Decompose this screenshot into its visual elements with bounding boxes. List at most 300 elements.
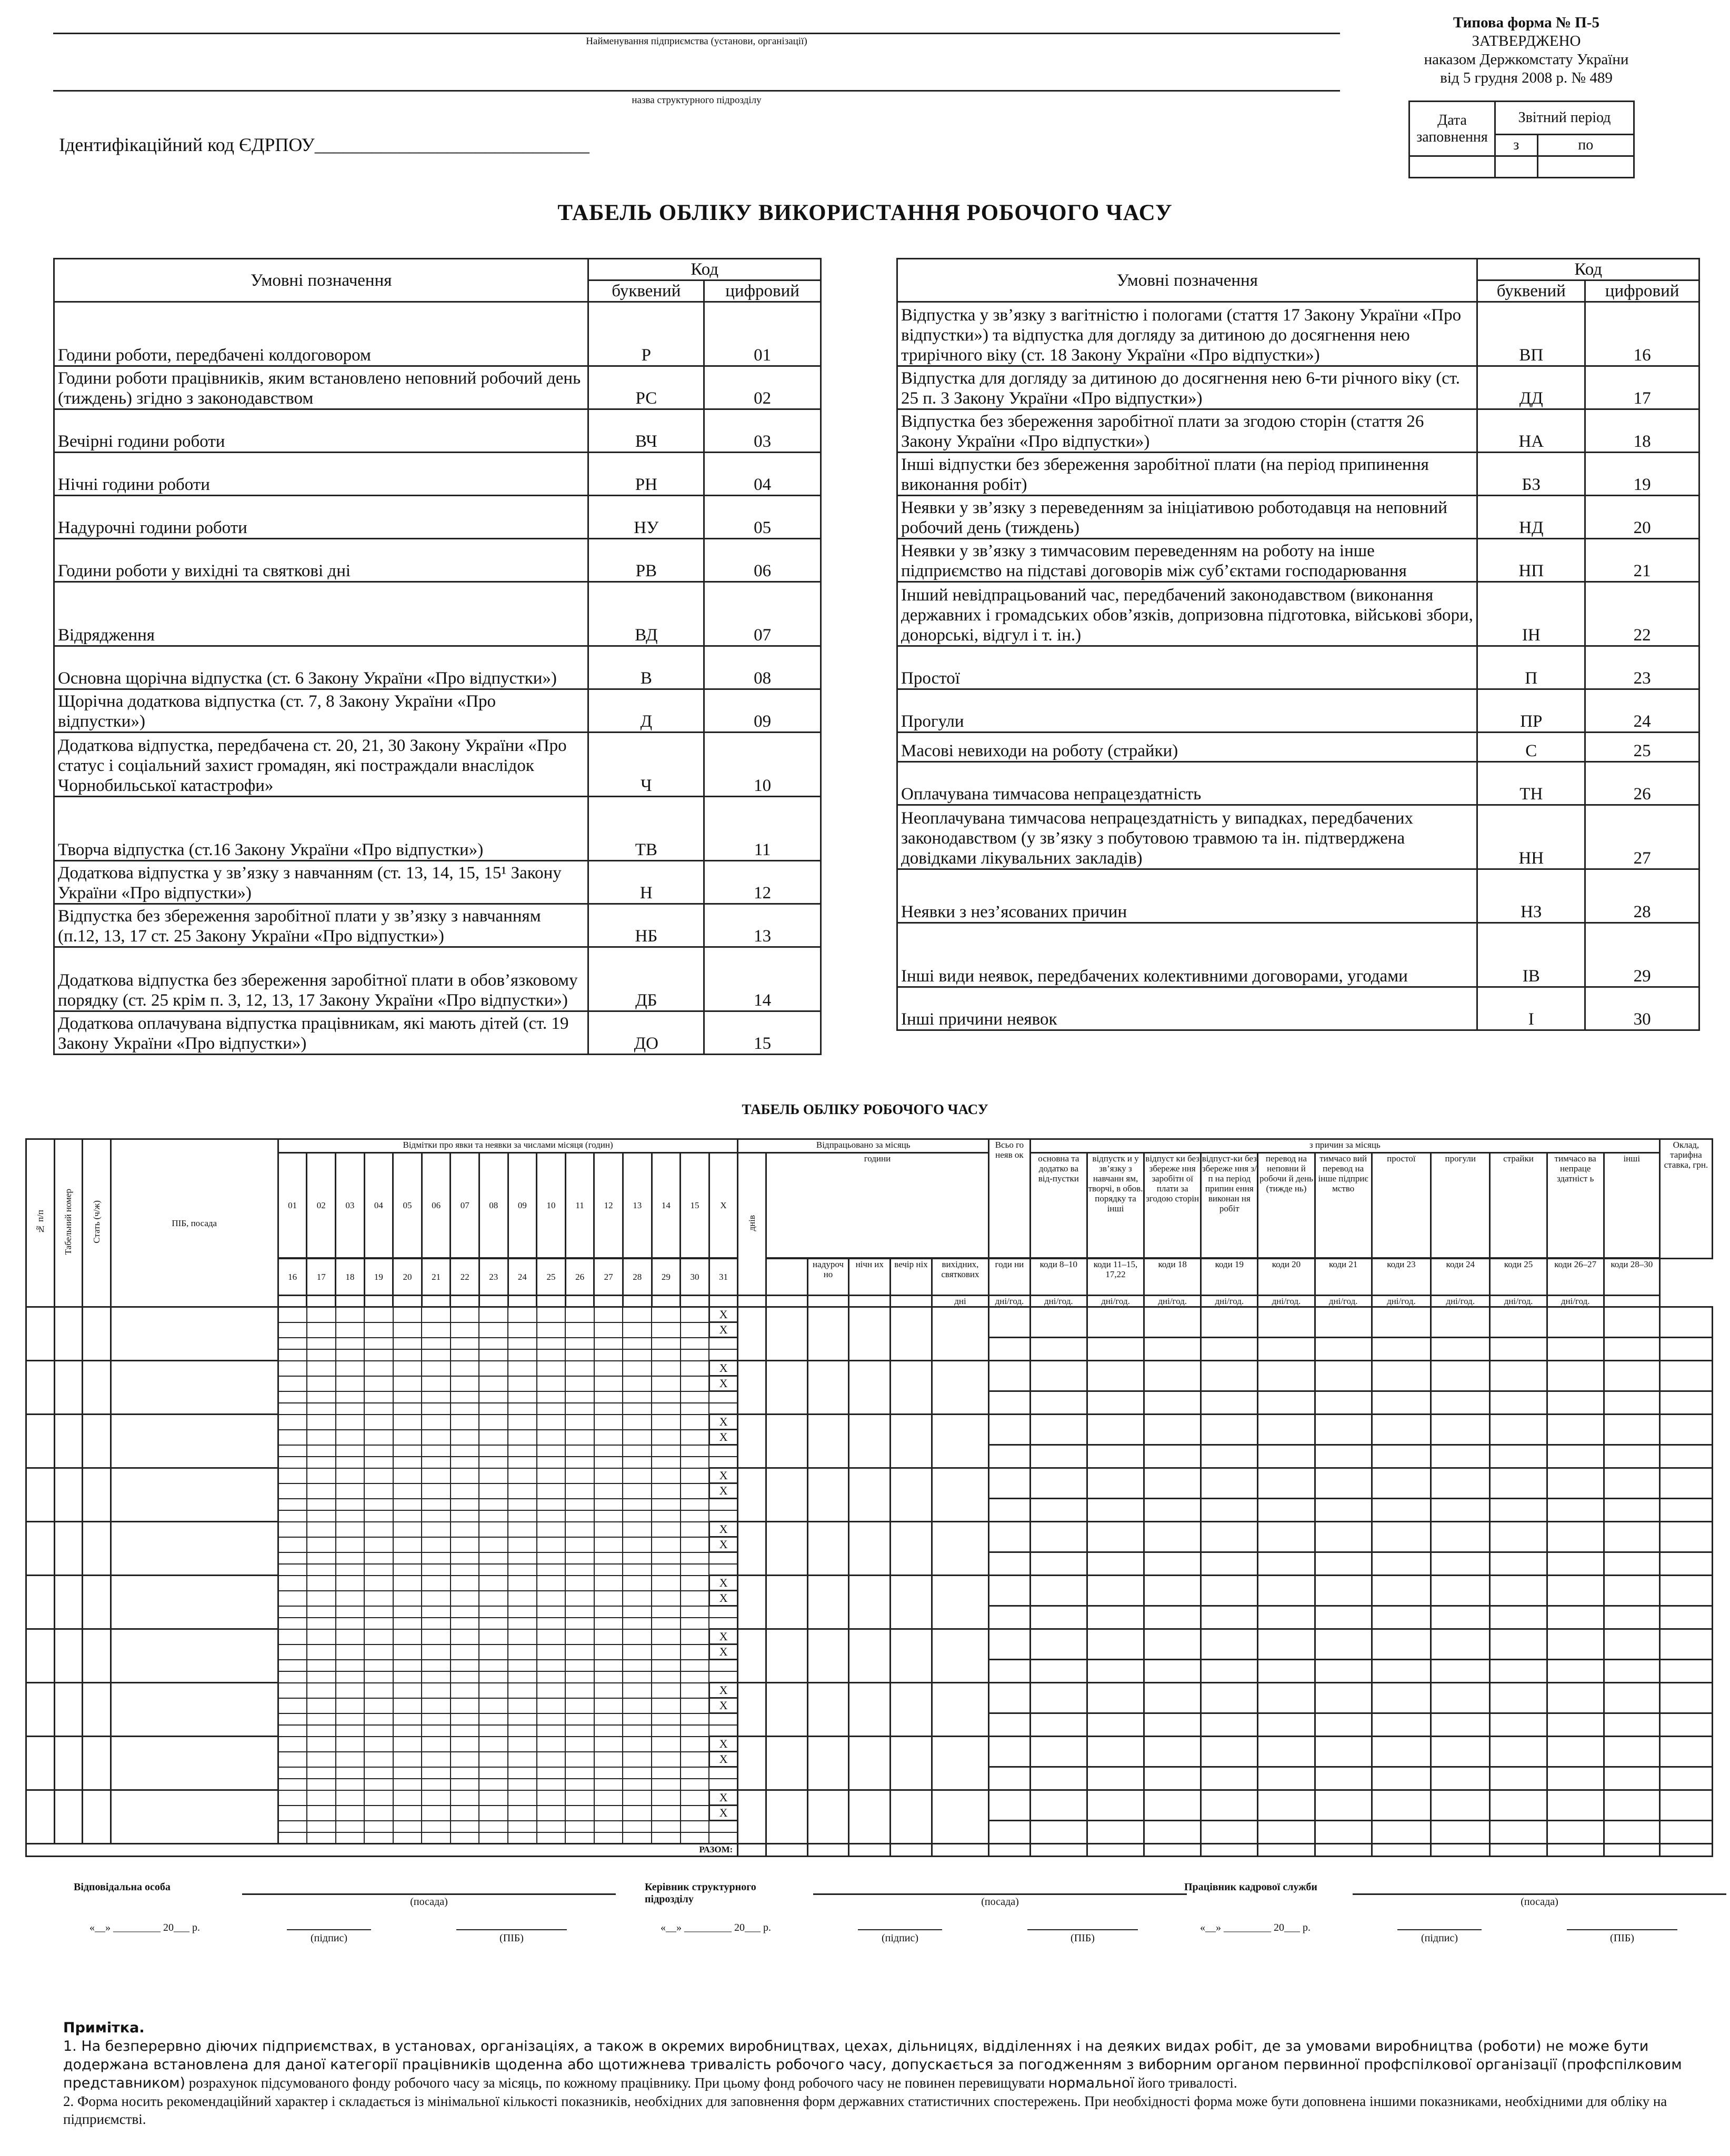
cell-absence[interactable]: [1201, 1767, 1258, 1790]
cell-absence[interactable]: [1315, 1767, 1372, 1790]
day-mark-cell[interactable]: [508, 1591, 537, 1606]
day-mark-cell[interactable]: [565, 1522, 594, 1537]
cell-absence[interactable]: [1659, 1307, 1712, 1338]
cell-absence[interactable]: [1030, 1576, 1087, 1606]
cell-absence[interactable]: [1315, 1683, 1372, 1713]
cell-absence[interactable]: [1659, 1629, 1712, 1660]
day-mark-cell[interactable]: [451, 1644, 479, 1660]
day-mark-cell[interactable]: [393, 1537, 422, 1552]
day-mark-cell[interactable]: [565, 1660, 594, 1671]
day-mark-cell[interactable]: [652, 1752, 681, 1767]
day-mark-cell[interactable]: [537, 1752, 566, 1767]
day-mark-cell[interactable]: [278, 1415, 307, 1430]
day-mark-cell[interactable]: [278, 1737, 307, 1752]
cell-absence[interactable]: [1030, 1415, 1087, 1445]
day-mark-cell[interactable]: [623, 1468, 652, 1483]
cell-absence[interactable]: [1604, 1338, 1659, 1361]
cell-worked-hours[interactable]: [849, 1307, 891, 1361]
day-mark-cell[interactable]: [508, 1606, 537, 1618]
day-mark-cell[interactable]: [681, 1457, 709, 1468]
cell-worked-hours[interactable]: [891, 1307, 932, 1361]
day-mark-cell[interactable]: [393, 1457, 422, 1468]
day-mark-cell[interactable]: [681, 1430, 709, 1445]
day-mark-cell[interactable]: [508, 1629, 537, 1644]
cell-absence[interactable]: [1315, 1522, 1372, 1552]
cell-tab-number[interactable]: [54, 1629, 83, 1683]
cell-no[interactable]: [26, 1790, 55, 1844]
cell-worked-hours[interactable]: [891, 1522, 932, 1576]
day-mark-cell[interactable]: [652, 1564, 681, 1576]
cell-worked-total[interactable]: [766, 1629, 807, 1683]
day-mark-cell[interactable]: [508, 1752, 537, 1767]
cell-worked-hours[interactable]: [891, 1415, 932, 1468]
cell-absence[interactable]: [1258, 1415, 1315, 1445]
day-mark-cell[interactable]: [681, 1644, 709, 1660]
day-mark-cell[interactable]: [479, 1790, 508, 1806]
day-mark-cell[interactable]: [307, 1376, 336, 1391]
day-mark-cell[interactable]: [422, 1821, 451, 1832]
cell-absence[interactable]: [1372, 1522, 1431, 1552]
cell-worked-hours[interactable]: [807, 1790, 849, 1844]
day-mark-cell[interactable]: [307, 1483, 336, 1499]
day-mark-cell[interactable]: [594, 1510, 623, 1522]
cell-worked-days[interactable]: [738, 1790, 766, 1844]
day-mark-cell[interactable]: [278, 1457, 307, 1468]
day-mark-cell[interactable]: [594, 1338, 623, 1349]
cell-absence[interactable]: [1087, 1391, 1144, 1415]
day-mark-cell[interactable]: [623, 1752, 652, 1767]
cell-worked-hours[interactable]: [849, 1790, 891, 1844]
signature-date[interactable]: «__» _________ 20___ р.: [661, 1922, 771, 1933]
day-mark-cell[interactable]: [393, 1430, 422, 1445]
cell-absence[interactable]: [1604, 1361, 1659, 1391]
cell-absence[interactable]: [1144, 1552, 1201, 1576]
cell-absence[interactable]: [1372, 1338, 1431, 1361]
day-mark-cell[interactable]: [451, 1671, 479, 1683]
day-mark-cell[interactable]: [336, 1790, 365, 1806]
day-mark-cell[interactable]: [307, 1618, 336, 1629]
day-mark-cell[interactable]: [652, 1415, 681, 1430]
day-mark-cell[interactable]: [565, 1430, 594, 1445]
cell-absence[interactable]: [1372, 1361, 1431, 1391]
day-mark-cell[interactable]: [508, 1683, 537, 1698]
day-mark-cell[interactable]: [336, 1499, 365, 1510]
day-mark-cell[interactable]: [537, 1644, 566, 1660]
cell-absence[interactable]: [1144, 1737, 1201, 1767]
day-mark-cell[interactable]: [565, 1510, 594, 1522]
day-mark-cell[interactable]: [652, 1591, 681, 1606]
day-mark-cell[interactable]: [393, 1510, 422, 1522]
day-mark-cell[interactable]: [565, 1606, 594, 1618]
cell-absence[interactable]: [1030, 1522, 1087, 1552]
day-mark-cell[interactable]: [652, 1725, 681, 1737]
cell-sex[interactable]: [83, 1522, 111, 1576]
day-mark-cell[interactable]: [336, 1832, 365, 1844]
cell-absence[interactable]: [1087, 1790, 1144, 1821]
cell-absence[interactable]: [1604, 1552, 1659, 1576]
day-mark-cell[interactable]: [278, 1349, 307, 1361]
day-mark-cell[interactable]: [537, 1737, 566, 1752]
day-mark-cell[interactable]: [336, 1457, 365, 1468]
cell-absence[interactable]: [1087, 1415, 1144, 1445]
day-mark-cell[interactable]: [393, 1713, 422, 1725]
cell-absence[interactable]: [1659, 1821, 1712, 1844]
day-mark-cell[interactable]: [508, 1430, 537, 1445]
day-mark-cell[interactable]: [652, 1779, 681, 1790]
day-mark-cell[interactable]: [565, 1698, 594, 1713]
edrpou-field[interactable]: _____________________________: [314, 134, 589, 155]
day-mark-cell[interactable]: [307, 1790, 336, 1806]
day-mark-cell[interactable]: [709, 1821, 738, 1832]
day-mark-cell[interactable]: [652, 1737, 681, 1752]
day-mark-cell[interactable]: [537, 1591, 566, 1606]
day-mark-cell[interactable]: [508, 1510, 537, 1522]
day-mark-cell[interactable]: [307, 1698, 336, 1713]
day-mark-cell[interactable]: [709, 1832, 738, 1844]
day-mark-cell[interactable]: [594, 1737, 623, 1752]
day-mark-cell[interactable]: [451, 1338, 479, 1349]
day-mark-cell[interactable]: [681, 1821, 709, 1832]
day-mark-cell[interactable]: [393, 1376, 422, 1391]
cell-absence[interactable]: [1431, 1445, 1490, 1468]
day-mark-cell[interactable]: [278, 1468, 307, 1483]
day-mark-cell[interactable]: [422, 1445, 451, 1457]
cell-absence[interactable]: [1144, 1338, 1201, 1361]
cell-absence[interactable]: [1604, 1445, 1659, 1468]
cell-worked-hours[interactable]: [849, 1629, 891, 1683]
day-mark-cell[interactable]: [709, 1671, 738, 1683]
day-mark-cell[interactable]: [422, 1307, 451, 1322]
cell-absence[interactable]: [1201, 1683, 1258, 1713]
day-mark-cell[interactable]: [623, 1660, 652, 1671]
day-mark-cell[interactable]: [537, 1660, 566, 1671]
day-mark-cell[interactable]: [364, 1552, 393, 1564]
day-mark-cell[interactable]: [364, 1391, 393, 1403]
day-mark-cell[interactable]: [508, 1779, 537, 1790]
day-mark-cell[interactable]: [336, 1618, 365, 1629]
day-mark-cell[interactable]: [307, 1806, 336, 1821]
day-mark-cell[interactable]: [364, 1618, 393, 1629]
day-mark-cell[interactable]: [681, 1591, 709, 1606]
day-mark-cell[interactable]: [479, 1349, 508, 1361]
cell-absence[interactable]: [1547, 1767, 1604, 1790]
cell-absence[interactable]: [1659, 1445, 1712, 1468]
day-mark-cell[interactable]: [537, 1457, 566, 1468]
day-mark-cell[interactable]: [681, 1564, 709, 1576]
day-mark-cell[interactable]: [364, 1376, 393, 1391]
cell-absence[interactable]: [1659, 1660, 1712, 1683]
day-mark-cell[interactable]: [652, 1307, 681, 1322]
cell-absence[interactable]: [1659, 1576, 1712, 1606]
cell-absence[interactable]: [1604, 1415, 1659, 1445]
cell-absence[interactable]: [989, 1606, 1031, 1629]
day-mark-cell[interactable]: [422, 1564, 451, 1576]
day-mark-cell[interactable]: [278, 1430, 307, 1445]
day-mark-cell[interactable]: [336, 1683, 365, 1698]
cell-absence[interactable]: [1258, 1821, 1315, 1844]
day-mark-cell[interactable]: [537, 1725, 566, 1737]
day-mark-cell[interactable]: [681, 1671, 709, 1683]
day-mark-cell[interactable]: [479, 1322, 508, 1338]
day-mark-cell[interactable]: [565, 1468, 594, 1483]
day-mark-cell[interactable]: [508, 1660, 537, 1671]
cell-absence[interactable]: [1201, 1576, 1258, 1606]
cell-absence[interactable]: [989, 1338, 1031, 1361]
cell-absence[interactable]: [1490, 1445, 1547, 1468]
cell-absence[interactable]: [989, 1713, 1031, 1737]
cell-worked-hours[interactable]: [932, 1522, 988, 1576]
cell-absence[interactable]: [1604, 1790, 1659, 1821]
cell-absence[interactable]: [1372, 1629, 1431, 1660]
day-mark-cell[interactable]: [508, 1307, 537, 1322]
day-mark-cell[interactable]: [451, 1629, 479, 1644]
day-mark-cell[interactable]: [451, 1832, 479, 1844]
day-mark-cell[interactable]: [681, 1713, 709, 1725]
day-mark-cell[interactable]: [364, 1806, 393, 1821]
cell-absence[interactable]: [1201, 1307, 1258, 1338]
cell-sex[interactable]: [83, 1737, 111, 1790]
day-mark-cell[interactable]: [652, 1683, 681, 1698]
day-mark-cell[interactable]: [422, 1806, 451, 1821]
cell-absence[interactable]: [1372, 1767, 1431, 1790]
day-mark-cell[interactable]: [565, 1790, 594, 1806]
sign-line[interactable]: [858, 1929, 942, 1930]
day-mark-cell[interactable]: [594, 1591, 623, 1606]
day-mark-cell[interactable]: [278, 1725, 307, 1737]
cell-absence[interactable]: [1547, 1338, 1604, 1361]
cell-absence[interactable]: [1604, 1660, 1659, 1683]
cell-worked-hours[interactable]: [932, 1307, 988, 1361]
day-mark-cell[interactable]: [565, 1499, 594, 1510]
day-mark-cell[interactable]: [451, 1537, 479, 1552]
day-mark-cell[interactable]: [652, 1576, 681, 1591]
day-mark-cell[interactable]: [451, 1415, 479, 1430]
day-mark-cell[interactable]: [307, 1537, 336, 1552]
day-mark-cell[interactable]: [537, 1606, 566, 1618]
day-mark-cell[interactable]: [479, 1457, 508, 1468]
day-mark-cell[interactable]: [565, 1767, 594, 1779]
day-mark-cell[interactable]: [364, 1790, 393, 1806]
day-mark-cell[interactable]: [681, 1698, 709, 1713]
cell-worked-hours[interactable]: [891, 1361, 932, 1415]
day-mark-cell[interactable]: [336, 1767, 365, 1779]
cell-worked-hours[interactable]: [849, 1468, 891, 1522]
day-mark-cell[interactable]: [451, 1307, 479, 1322]
day-mark-cell[interactable]: [537, 1713, 566, 1725]
day-mark-cell[interactable]: [393, 1349, 422, 1361]
cell-worked-days[interactable]: [738, 1307, 766, 1361]
day-mark-cell[interactable]: [537, 1698, 566, 1713]
day-mark-cell[interactable]: [393, 1322, 422, 1338]
cell-absence[interactable]: [1547, 1629, 1604, 1660]
day-mark-cell[interactable]: [652, 1537, 681, 1552]
cell-absence[interactable]: [1659, 1338, 1712, 1361]
cell-absence[interactable]: [1144, 1522, 1201, 1552]
cell-absence[interactable]: [1144, 1790, 1201, 1821]
day-mark-cell[interactable]: [537, 1790, 566, 1806]
day-mark-cell[interactable]: [508, 1725, 537, 1737]
cell-absence[interactable]: [1315, 1576, 1372, 1606]
day-mark-cell[interactable]: [278, 1403, 307, 1415]
day-mark-cell[interactable]: [508, 1522, 537, 1537]
day-mark-cell[interactable]: [307, 1552, 336, 1564]
cell-absence[interactable]: [1201, 1522, 1258, 1552]
day-mark-cell[interactable]: [307, 1606, 336, 1618]
cell-absence[interactable]: [1604, 1391, 1659, 1415]
total-cell[interactable]: [1315, 1844, 1372, 1857]
day-mark-cell[interactable]: [451, 1725, 479, 1737]
day-mark-cell[interactable]: [451, 1403, 479, 1415]
day-mark-cell[interactable]: [422, 1468, 451, 1483]
total-cell[interactable]: [738, 1844, 766, 1857]
day-mark-cell[interactable]: [278, 1821, 307, 1832]
cell-absence[interactable]: [1431, 1552, 1490, 1576]
cell-absence[interactable]: [1547, 1361, 1604, 1391]
cell-absence[interactable]: [1372, 1552, 1431, 1576]
total-cell[interactable]: [1490, 1844, 1547, 1857]
cell-sex[interactable]: [83, 1361, 111, 1415]
cell-no[interactable]: [26, 1737, 55, 1790]
day-mark-cell[interactable]: [623, 1779, 652, 1790]
day-mark-cell[interactable]: [422, 1779, 451, 1790]
cell-absence[interactable]: [1604, 1713, 1659, 1737]
day-mark-cell[interactable]: [422, 1752, 451, 1767]
cell-name-position[interactable]: [111, 1790, 278, 1844]
cell-tab-number[interactable]: [54, 1361, 83, 1415]
day-mark-cell[interactable]: [307, 1767, 336, 1779]
cell-absence[interactable]: [1372, 1499, 1431, 1522]
day-mark-cell[interactable]: [565, 1391, 594, 1403]
day-mark-cell[interactable]: [451, 1618, 479, 1629]
day-mark-cell[interactable]: [594, 1307, 623, 1322]
day-mark-cell[interactable]: [594, 1618, 623, 1629]
day-mark-cell[interactable]: [681, 1468, 709, 1483]
day-mark-cell[interactable]: [307, 1660, 336, 1671]
day-mark-cell[interactable]: [623, 1683, 652, 1698]
day-mark-cell[interactable]: [537, 1483, 566, 1499]
cell-worked-hours[interactable]: [891, 1576, 932, 1629]
cell-worked-hours[interactable]: [891, 1790, 932, 1844]
cell-absence[interactable]: [1547, 1552, 1604, 1576]
cell-absence[interactable]: [1547, 1713, 1604, 1737]
cell-absence[interactable]: [1315, 1445, 1372, 1468]
day-mark-cell[interactable]: [709, 1618, 738, 1629]
day-mark-cell[interactable]: [623, 1322, 652, 1338]
cell-absence[interactable]: [1659, 1391, 1712, 1415]
day-mark-cell[interactable]: [451, 1510, 479, 1522]
day-mark-cell[interactable]: [422, 1660, 451, 1671]
cell-absence[interactable]: [1144, 1767, 1201, 1790]
cell-absence[interactable]: [1030, 1629, 1087, 1660]
day-mark-cell[interactable]: [652, 1403, 681, 1415]
day-mark-cell[interactable]: [336, 1629, 365, 1644]
cell-absence[interactable]: [1431, 1737, 1490, 1767]
day-mark-cell[interactable]: [393, 1361, 422, 1376]
cell-worked-hours[interactable]: [932, 1361, 988, 1415]
cell-absence[interactable]: [1547, 1660, 1604, 1683]
cell-name-position[interactable]: [111, 1629, 278, 1683]
day-mark-cell[interactable]: [565, 1644, 594, 1660]
cell-worked-total[interactable]: [766, 1790, 807, 1844]
day-mark-cell[interactable]: [393, 1606, 422, 1618]
day-mark-cell[interactable]: [422, 1510, 451, 1522]
day-mark-cell[interactable]: [623, 1713, 652, 1725]
day-mark-cell[interactable]: [393, 1499, 422, 1510]
day-mark-cell[interactable]: [652, 1468, 681, 1483]
cell-absence[interactable]: [1201, 1445, 1258, 1468]
day-mark-cell[interactable]: [623, 1671, 652, 1683]
cell-absence[interactable]: [1490, 1338, 1547, 1361]
cell-absence[interactable]: [1087, 1522, 1144, 1552]
cell-absence[interactable]: [1258, 1307, 1315, 1338]
cell-tab-number[interactable]: [54, 1683, 83, 1737]
total-cell[interactable]: [1201, 1844, 1258, 1857]
cell-worked-hours[interactable]: [932, 1737, 988, 1790]
day-mark-cell[interactable]: [393, 1683, 422, 1698]
day-mark-cell[interactable]: [336, 1671, 365, 1683]
day-mark-cell[interactable]: [336, 1510, 365, 1522]
day-mark-cell[interactable]: [681, 1376, 709, 1391]
cell-absence[interactable]: [1258, 1391, 1315, 1415]
cell-worked-hours[interactable]: [849, 1415, 891, 1468]
day-mark-cell[interactable]: [537, 1671, 566, 1683]
total-cell[interactable]: [1431, 1844, 1490, 1857]
cell-absence[interactable]: [1431, 1660, 1490, 1683]
cell-absence[interactable]: [1258, 1790, 1315, 1821]
day-mark-cell[interactable]: [479, 1591, 508, 1606]
cell-absence[interactable]: [1144, 1468, 1201, 1499]
day-mark-cell[interactable]: [652, 1644, 681, 1660]
cell-absence[interactable]: [1258, 1361, 1315, 1391]
total-cell[interactable]: [1547, 1844, 1604, 1857]
cell-worked-days[interactable]: [738, 1576, 766, 1629]
day-mark-cell[interactable]: [537, 1832, 566, 1844]
day-mark-cell[interactable]: [479, 1713, 508, 1725]
day-mark-cell[interactable]: [336, 1403, 365, 1415]
day-mark-cell[interactable]: [623, 1499, 652, 1510]
day-mark-cell[interactable]: [594, 1349, 623, 1361]
day-mark-cell[interactable]: [307, 1322, 336, 1338]
day-mark-cell[interactable]: [479, 1767, 508, 1779]
day-mark-cell[interactable]: [364, 1457, 393, 1468]
cell-absence[interactable]: [1547, 1415, 1604, 1445]
day-mark-cell[interactable]: [623, 1457, 652, 1468]
day-mark-cell[interactable]: [537, 1618, 566, 1629]
day-mark-cell[interactable]: [594, 1403, 623, 1415]
cell-absence[interactable]: [1659, 1522, 1712, 1552]
day-mark-cell[interactable]: [594, 1752, 623, 1767]
cell-absence[interactable]: [1258, 1606, 1315, 1629]
cell-absence[interactable]: [1604, 1767, 1659, 1790]
day-mark-cell[interactable]: [623, 1361, 652, 1376]
cell-absence[interactable]: [1547, 1307, 1604, 1338]
day-mark-cell[interactable]: [278, 1698, 307, 1713]
day-mark-cell[interactable]: [565, 1713, 594, 1725]
day-mark-cell[interactable]: [594, 1790, 623, 1806]
day-mark-cell[interactable]: [336, 1349, 365, 1361]
pib-line[interactable]: [456, 1929, 567, 1930]
day-mark-cell[interactable]: [537, 1391, 566, 1403]
pib-line[interactable]: [1567, 1929, 1677, 1930]
day-mark-cell[interactable]: [422, 1790, 451, 1806]
cell-absence[interactable]: [1431, 1576, 1490, 1606]
day-mark-cell[interactable]: [479, 1644, 508, 1660]
day-mark-cell[interactable]: [422, 1430, 451, 1445]
cell-absence[interactable]: [1431, 1338, 1490, 1361]
cell-absence[interactable]: [1659, 1713, 1712, 1737]
cell-absence[interactable]: [1315, 1629, 1372, 1660]
total-cell[interactable]: [1030, 1844, 1087, 1857]
